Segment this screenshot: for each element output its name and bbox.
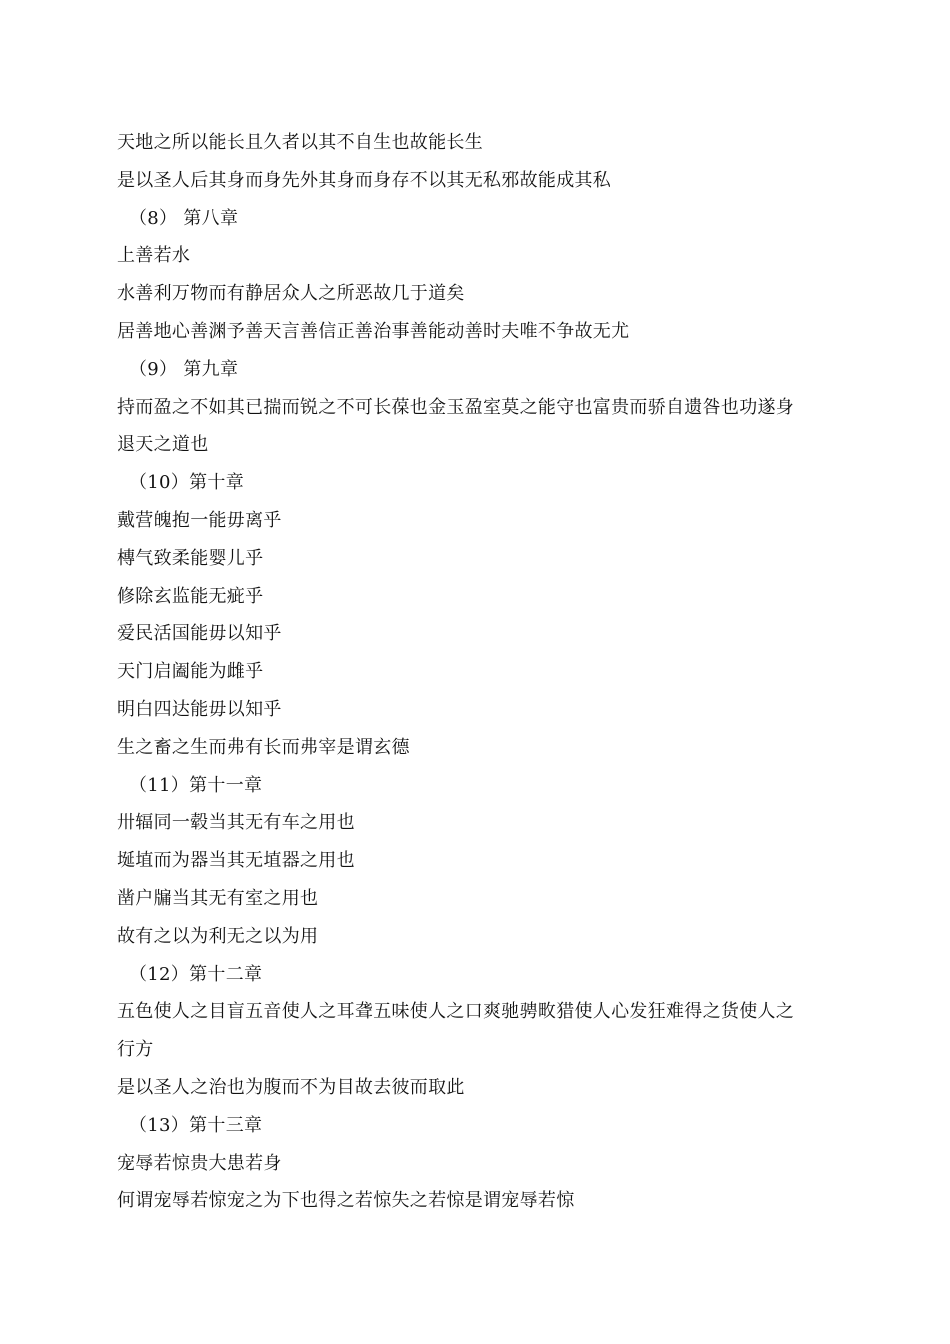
chapter-heading: （11）第十一章 [129,774,263,796]
text-line: 槫气致柔能婴儿乎 [117,547,264,569]
text-line: 天门启阖能为雌乎 [117,661,264,683]
text-line: 水善利万物而有静居众人之所恶故几于道矣 [117,283,465,305]
text-line: 五色使人之目盲五音使人之耳聋五味使人之口爽驰骋畋猎使人心发狂难得之货使人之 [117,1001,795,1023]
text-line: 居善地心善渊予善天言善信正善治事善能动善时夫唯不争故无尤 [117,320,630,342]
text-line: 行方 [117,1039,154,1061]
chapter-heading: （12）第十二章 [129,963,263,985]
text-line: 持而盈之不如其已揣而锐之不可长葆也金玉盈室莫之能守也富贵而骄自遗咎也功遂身 [117,396,795,418]
chapter-heading: （10）第十章 [129,472,245,494]
text-line: 卅辐同一毂当其无有车之用也 [117,812,355,834]
text-line: 故有之以为利无之以为用 [117,925,319,947]
chapter-heading: （8） 第八章 [129,207,239,229]
document-body [117,124,837,1220]
text-line: 戴营魄抱一能毋离乎 [117,509,282,531]
text-line: 凿户牖当其无有室之用也 [117,887,319,909]
text-line: 退天之道也 [117,434,209,456]
text-line: 何谓宠辱若惊宠之为下也得之若惊失之若惊是谓宠辱若惊 [117,1190,575,1212]
text-line: 上善若水 [117,245,191,267]
text-line: 是以圣人后其身而身先外其身而身存不以其无私邪故能成其私 [117,169,612,191]
text-line: 宠辱若惊贵大患若身 [117,1152,282,1174]
chapter-heading: （9） 第九章 [129,358,239,380]
text-line: 生之畜之生而弗有长而弗宰是谓玄德 [117,736,410,758]
text-line: 埏埴而为器当其无埴器之用也 [117,850,355,872]
text-line: 明白四达能毋以知乎 [117,698,282,720]
text-line: 爱民活国能毋以知乎 [117,623,282,645]
text-line: 修除玄监能无疵乎 [117,585,264,607]
text-line: 天地之所以能长且久者以其不自生也故能长生 [117,132,483,153]
text-line: 是以圣人之治也为腹而不为目故去彼而取此 [117,1076,465,1098]
chapter-heading: （13）第十三章 [129,1114,263,1136]
